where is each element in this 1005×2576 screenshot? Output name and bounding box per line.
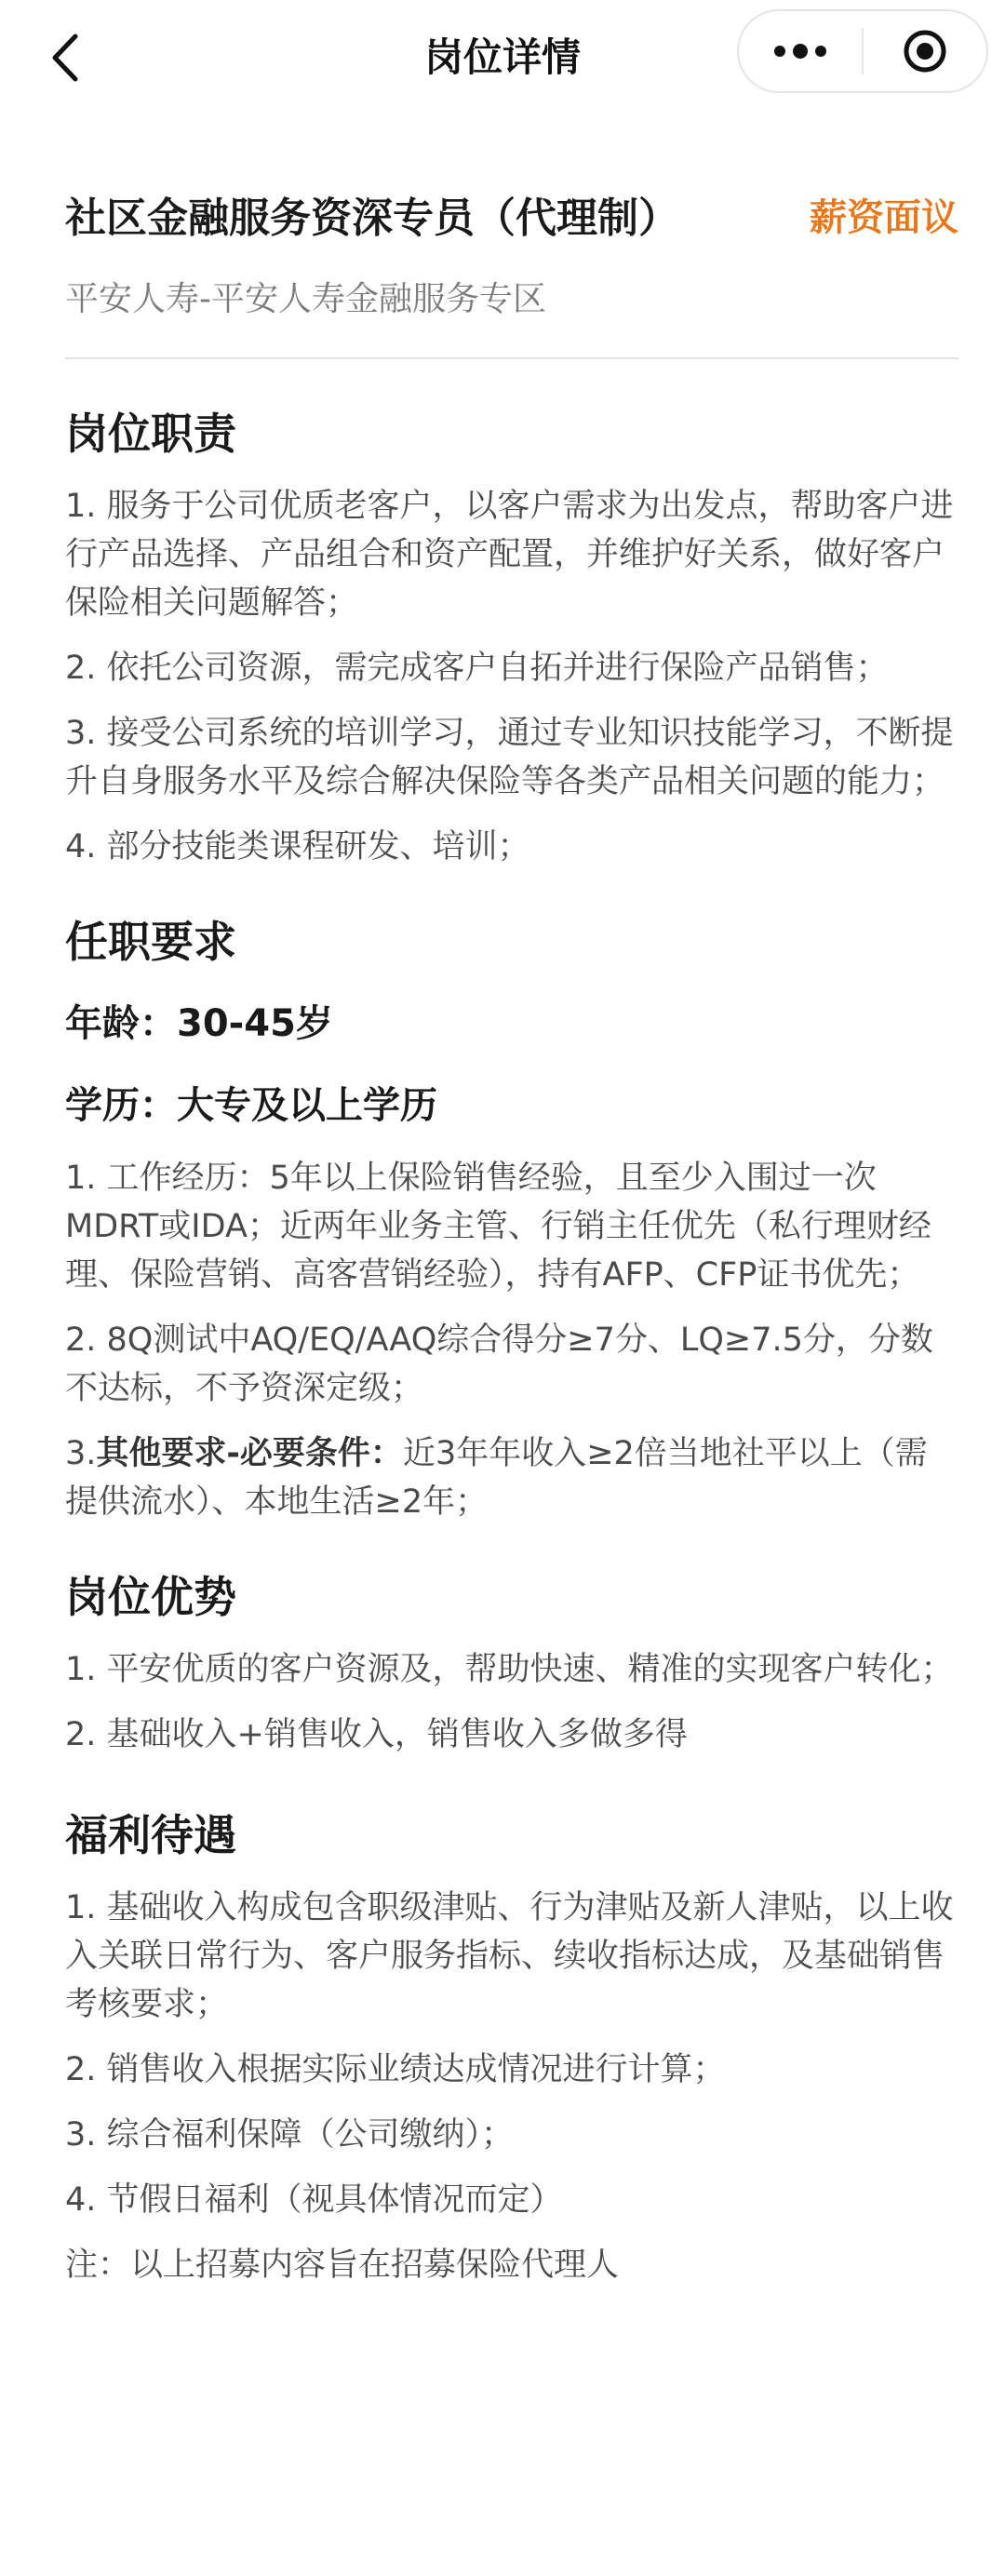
company-name: 平安人寿-平安人寿金融服务专区 [65, 280, 546, 318]
advantage-item-2: 2. 基础收入+销售收入，销售收入多做多得 [65, 1716, 688, 1753]
header-divider [65, 357, 958, 359]
advantages-heading: 岗位优势 [65, 1572, 236, 1622]
duty-item-4: 4. 部分技能类课程研发、培训； [65, 828, 530, 865]
recruit-note: 注：以上招募内容旨在招募保险代理人 [65, 2247, 620, 2284]
more-dots-icon [772, 44, 828, 59]
benefit-item-3: 3. 综合福利保障（公司缴纳）； [65, 2116, 515, 2153]
benefit-item-4: 4. 节假日福利（视具体情况而定） [65, 2181, 563, 2219]
more-button[interactable] [739, 11, 862, 91]
page-title: 岗位详情 [423, 34, 581, 80]
duties-heading: 岗位职责 [65, 409, 236, 459]
duty-item-3: 3. 接受公司系统的培训学习，通过专业知识技能学习，不断提升自身服务水平及综合解决保险等各类产品相关问题的能力； [65, 715, 954, 800]
salary-label: 薪资面议 [810, 195, 958, 239]
advantage-item-1: 1. 平安优质的客户资源及，帮助快速、精准的实现客户转化； [65, 1651, 954, 1688]
job-title: 社区金融服务资深专员（代理制） [65, 195, 679, 242]
requirement-item-1: 1. 工作经历：5年以上保险销售经验，且至少入围过一次MDRT或IDA；近两年业务主管、行销主任优先（私行理财经理、保险营销、高客营销经验），持有AFP、CFP证书优先； [65, 1160, 931, 1294]
education-requirement: 学历：大专及以上学历 [65, 1084, 437, 1127]
close-button[interactable] [864, 11, 986, 91]
requirement-item-3-rest: 近3年年收入≥2倍当地社平以上（需提供流水）、本地生活≥2年； [65, 1435, 928, 1521]
job-header [65, 177, 958, 251]
benefit-item-1: 1. 基础收入构成包含职级津贴、行为津贴及新人津贴，以上收入关联日常行为、客户服务指标、续收指标达成，及基础销售考核要求； [65, 1889, 954, 2023]
requirement-item-3-prefix: 3. [65, 1435, 97, 1472]
target-close-icon [902, 28, 948, 74]
benefit-item-2: 2. 销售收入根据实际业绩达成情况进行计算； [65, 2051, 726, 2088]
duty-item-1: 1. 服务于公司优质老客户，以客户需求为出发点，帮助客户进行产品选择、产品组合和资产配置，并维护好关系，做好客户保险相关问题解答； [65, 488, 954, 622]
requirements-heading: 任职要求 [65, 917, 236, 967]
requirement-item-2: 2. 8Q测试中AQ/EQ/AAQ综合得分≥7分、LQ≥7.5分，分数不达标，不予资深定级； [65, 1322, 933, 1407]
requirement-item-3 [65, 1429, 958, 1526]
benefits-heading: 福利待遇 [65, 1810, 236, 1860]
navigation-bar [0, 0, 1005, 123]
job-detail-content [65, 177, 958, 2289]
duty-item-2: 2. 依托公司资源，需完成客户自拓并进行保险产品销售； [65, 650, 889, 687]
mini-program-capsule [737, 9, 988, 93]
requirement-item-3-bold: 其他要求-必要条件： [96, 1435, 403, 1472]
age-requirement: 年龄：30-45岁 [65, 1002, 333, 1045]
